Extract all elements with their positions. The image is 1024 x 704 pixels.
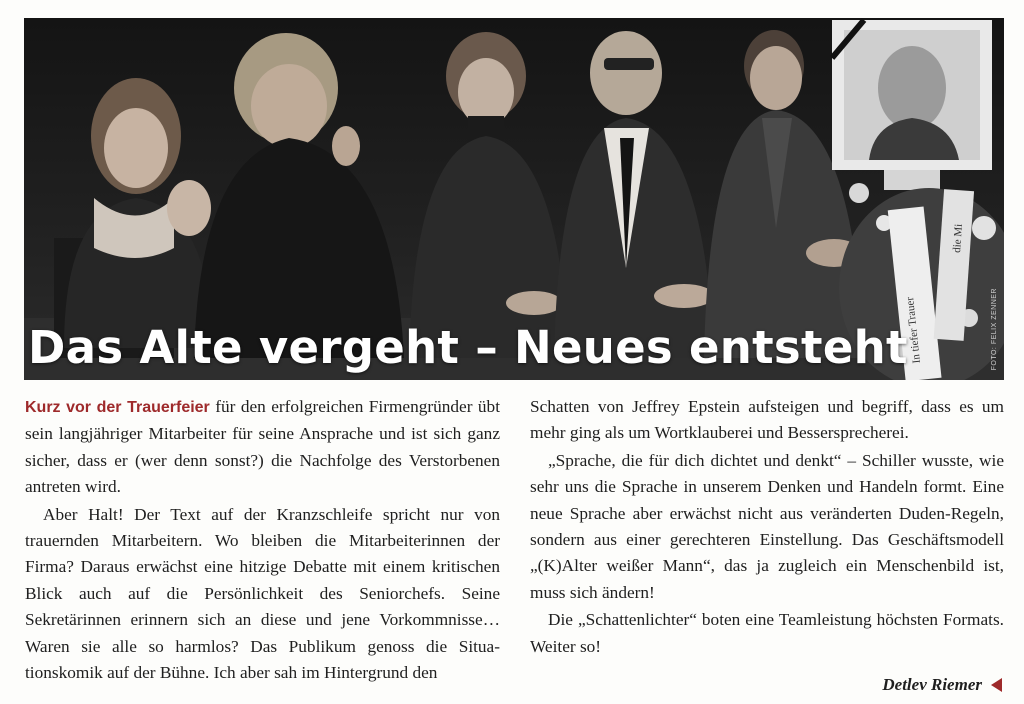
lead-in: Kurz vor der Trauerfeier — [25, 399, 210, 416]
paragraph-4: „Sprache, die für dich dichtet und denkt“ – Schiller wusste, wie sehr uns die Sprache in unserem Denken und Handeln formt. Eine neue Sprache aber erwächst nicht aus veränderten Duden-Regeln, sondern aus einer gerechteren Einstellung. Das Geschäftsmodell „(K)Alter weißer Mann“, das ja zugleich ein Menschenbild ist, muss sich ändern! — [530, 450, 1004, 602]
paragraph-5: Die „Schattenlichter“ boten eine Teamleistung höchsten Formats. Weiter so! — [530, 610, 1004, 656]
ribbon-text-2: die Mi — [951, 223, 966, 254]
person-1 — [64, 78, 214, 348]
article-photo — [24, 18, 1004, 380]
paragraph-2: Aber Halt! Der Text auf der Kranzschleife spricht nur von trauernden Mitarbeitern. Wo bleiben die Mitarbeiterinnen der Firma? Daraus erwächst eine hitzige Debatte mit einem kritischen Blick auch auf die Persönlichkeit des Seniorchefs. Seine Sekretärinnen erinnern sich an diese und jene Vorkommnisse… Waren sie alle so harmlos? Das Publikum genoss die Situationskomik auf der Bühne. Ich aber sah im Hintergrund den — [25, 504, 500, 683]
framed-portrait — [832, 20, 992, 190]
left-column — [25, 394, 500, 686]
ribbon-text-1: In tiefer Trauer — [904, 296, 923, 364]
paragraph-1-text: für den erfolgreichen Firmengründer übt sein langjähriger Mitarbeiter für seine Ansprache und ist sich ganz sicher, dass er (wer denn sonst?) die Nachfolge des Verstorbenen antreten wird. — [25, 397, 500, 497]
person-3 — [409, 32, 569, 358]
person-4 — [554, 31, 714, 358]
triangle-left-icon — [991, 678, 1002, 692]
person-2 — [194, 33, 404, 358]
photo-credit: FOTO: FELIX ZENNER — [991, 287, 998, 370]
author-name: Detlev Riemer — [882, 675, 982, 694]
headline: Das Alte vergeht – Neues entsteht — [28, 321, 908, 374]
author-signature — [882, 675, 1002, 695]
paragraph-1 — [25, 394, 500, 501]
right-column — [530, 394, 1004, 660]
paragraph-3: Schatten von Jeffrey Epstein aufsteigen und begriff, dass es um mehr ging als um Wortklauberei und Bessersprecherei. — [530, 397, 1004, 443]
